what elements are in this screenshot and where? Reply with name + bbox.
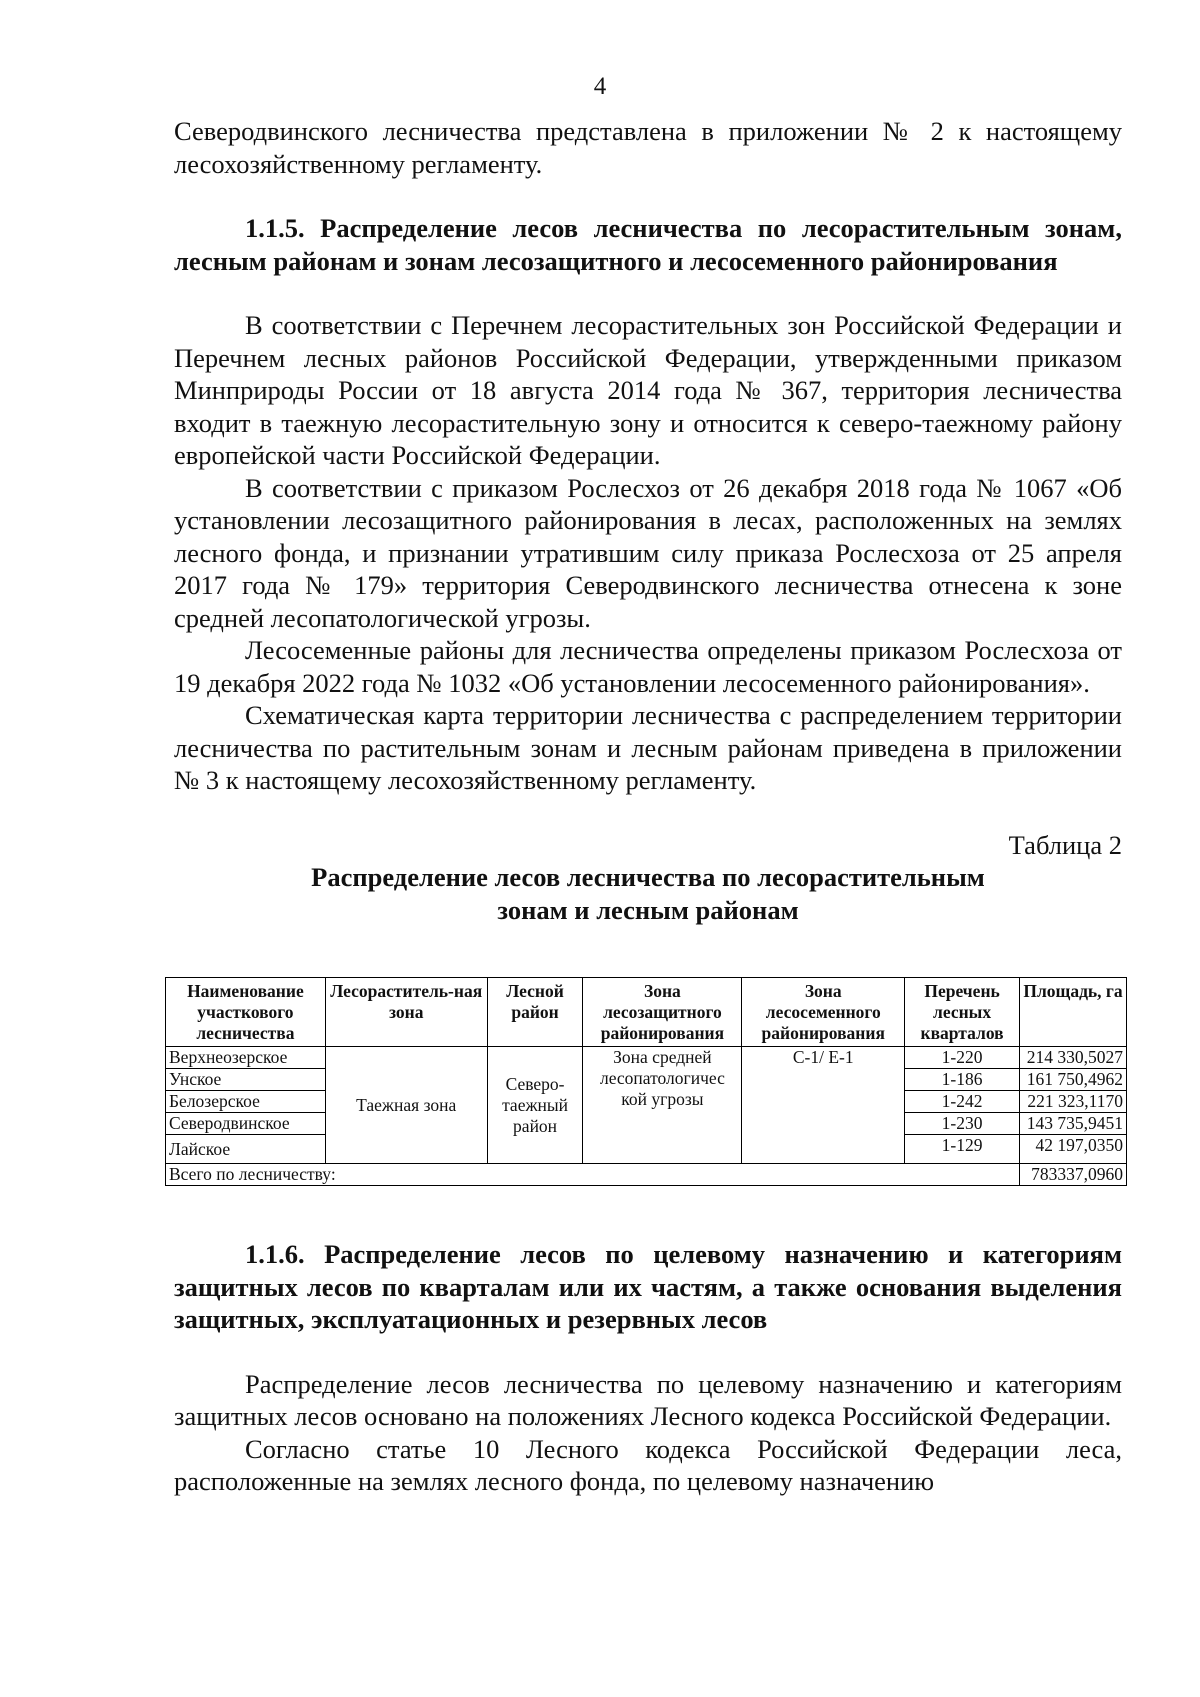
header-name: Наименование участкового лесничества	[166, 978, 326, 1047]
header-district: Лесной район	[487, 978, 583, 1047]
cell-total-value: 783337,0960	[1020, 1164, 1127, 1186]
cell-zone-merged: Таежная зона	[325, 1047, 487, 1164]
paragraph-schematic-map: Схематическая карта территории лесничества с распределением территории лесничества по растительным зонам и лесным районам приведена в приложении № 3 к настоящему лесохозяйственному регламенту.	[174, 700, 1122, 795]
cell-quarters: 1-220	[905, 1047, 1020, 1069]
table-title-line-2: зонам и лесным районам	[497, 894, 799, 925]
cell-name: Верхнеозерское	[166, 1047, 326, 1069]
intro-paragraph: Северодвинского лесничества представлена в приложении № 2 к настоящему лесохозяйственному регламенту.	[174, 116, 1122, 179]
cell-quarters: 1-242	[905, 1091, 1020, 1113]
header-seed-zone: Зона лесосеменного районирования	[742, 978, 905, 1047]
page-number: 4	[593, 73, 607, 100]
cell-district-merged: Северо-таежный район	[487, 1047, 583, 1164]
cell-total-label: Всего по лесничеству:	[166, 1164, 1020, 1186]
cell-name: Северодвинское	[166, 1113, 326, 1135]
cell-name: Лайское	[166, 1135, 326, 1164]
cell-area: 143 735,9451	[1020, 1113, 1127, 1135]
header-protection-zone: Зона лесозащитного районирования	[583, 978, 742, 1047]
cell-quarters: 1-129	[905, 1135, 1020, 1164]
table-header-row	[166, 978, 1127, 1047]
cell-quarters: 1-186	[905, 1069, 1020, 1091]
table-label: Таблица 2	[1008, 829, 1122, 860]
cell-name: Белозерское	[166, 1091, 326, 1113]
section-heading-1-1-5: 1.1.5. Распределение лесов лесничества по лесорастительным зонам, лесным районам и зонам лесозащитного и лесосеменного районирования	[174, 213, 1122, 276]
section-heading-1-1-6: 1.1.6. Распределение лесов по целевому назначению и категориям защитных лесов по кварталам или их частям, а также основания выделения защитных, эксплуатационных и резервных лесов	[174, 1239, 1122, 1334]
paragraph-protection-zoning: В соответствии с приказом Рослесхоз от 26 декабря 2018 года № 1067 «Об установлении лесозащитного районирования в лесах, расположенных на землях лесного фонда, и признании утратившим силу приказа Рослесхоза от 25 апреля 2017 года № 179» территория Северодвинского лесничества отнесена к зоне средней лесопатологической угрозы.	[174, 472, 1122, 633]
cell-protection-zone-merged: Зона средней лесопатологичес кой угрозы	[583, 1047, 742, 1164]
header-zone: Лесораститель-ная зона	[325, 978, 487, 1047]
cell-area: 42 197,0350	[1020, 1135, 1127, 1164]
table-total-row	[166, 1164, 1127, 1186]
text-block-bottom	[174, 1238, 1122, 1498]
cell-name: Унское	[166, 1069, 326, 1091]
header-quarters: Перечень лесных кварталов	[905, 978, 1020, 1047]
paragraph-zones: В соответствии с Перечнем лесорастительных зон Российской Федерации и Перечнем лесных районов Российской Федерации, утвержденными приказом Минприроды России от 18 августа 2014 года № 367, территория лесничества входит в таежную лесорастительную зону и относится к северо-таежному району европейской части Российской Федерации.	[174, 310, 1122, 470]
table-title-line-1: Распределение лесов лесничества по лесорастительным	[311, 862, 985, 892]
header-area: Площадь, га	[1020, 978, 1127, 1047]
forest-distribution-table	[165, 977, 1127, 1186]
cell-area: 161 750,4962	[1020, 1069, 1127, 1091]
paragraph-article-10: Согласно статье 10 Лесного кодекса Российской Федерации леса, расположенные на землях лесного фонда, по целевому назначению	[174, 1433, 1122, 1496]
cell-area: 214 330,5027	[1020, 1047, 1127, 1069]
paragraph-target-purpose: Распределение лесов лесничества по целевому назначению и категориям защитных лесов основано на положениях Лесного кодекса Российской Федерации.	[174, 1368, 1122, 1431]
cell-area: 221 323,1170	[1020, 1091, 1127, 1113]
text-block-top	[174, 115, 1122, 926]
cell-seed-zone-merged: С-1/ Е-1	[742, 1047, 905, 1164]
cell-quarters: 1-230	[905, 1113, 1020, 1135]
table-row	[166, 1047, 1127, 1069]
paragraph-seed-zoning: Лесосеменные районы для лесничества определены приказом Рослесхоза от 19 декабря 2022 года № 1032 «Об установлении лесосеменного районирования».	[174, 635, 1122, 698]
